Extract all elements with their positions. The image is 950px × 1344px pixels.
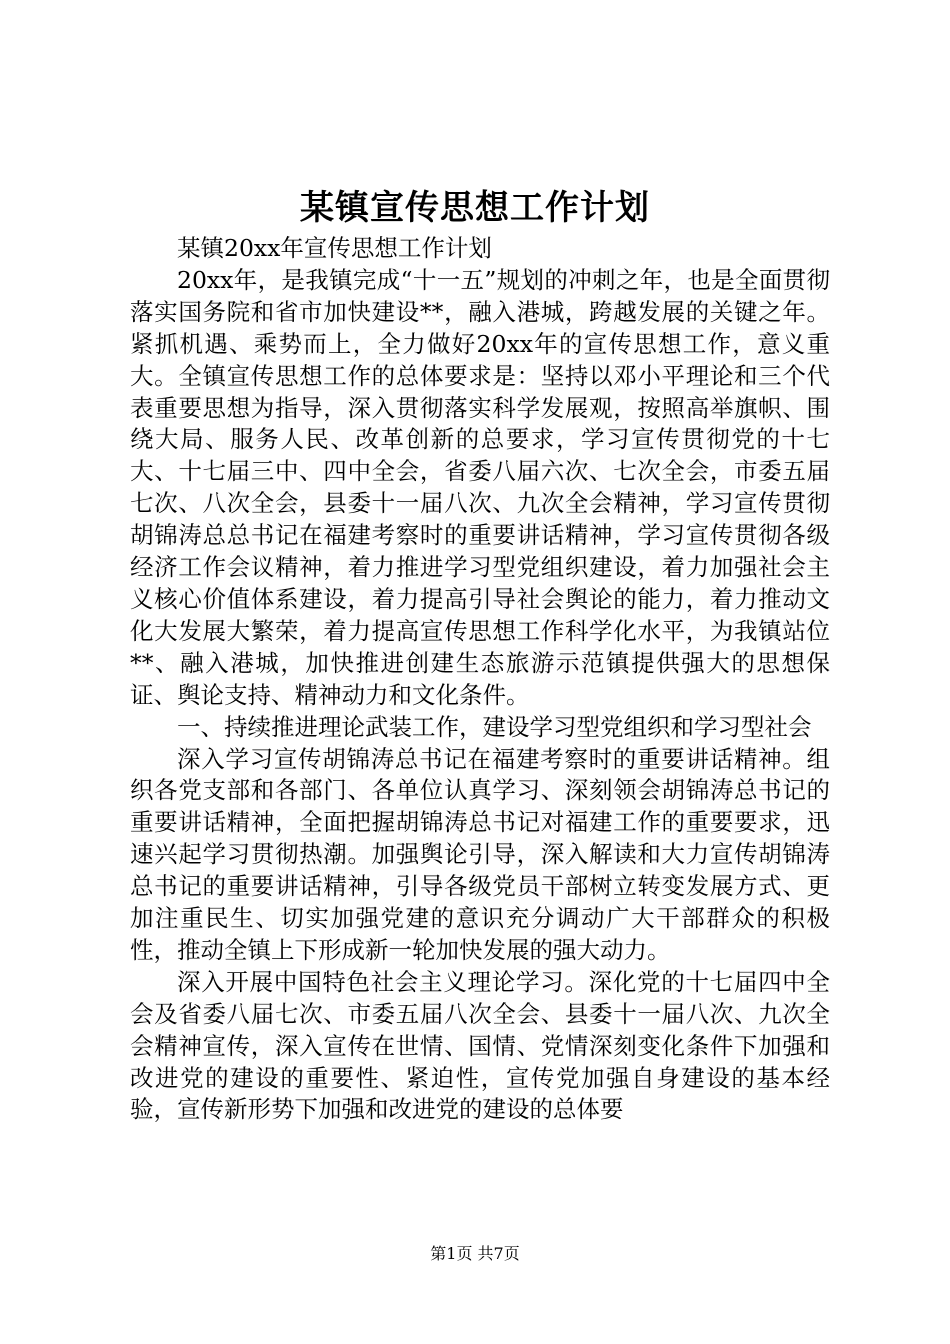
section-heading-1: 一、持续推进理论武装工作，建设学习型党组织和学习型社会	[177, 712, 812, 741]
document-body	[130, 233, 830, 1126]
document-title: 某镇宣传思想工作计划	[300, 188, 650, 228]
paragraph-section-1-a: 深入学习宣传胡锦涛总书记在福建考察时的重要讲话精神。组织各党支部和各部门、各单位认真学习、深刻领会胡锦涛总书记的重要讲话精神，全面把握胡锦涛总书记对福建工作的重要要求，迅速兴起学习贯彻热潮。加强舆论引导，深入解读和大力宣传胡锦涛总书记的重要讲话精神，引导各级党员干部树立转变发展方式、更加注重民生、切实加强党建的意识充分调动广大干部群众的积极性，推动全镇上下形成新一轮加快发展的强大动力。	[130, 744, 830, 964]
page-number-footer: 第1页 共7页	[430, 1244, 520, 1263]
paragraph-section-1-b: 深入开展中国特色社会主义理论学习。深化党的十七届四中全会及省委八届七次、市委五届八次全会、县委十一届八次、九次全会精神宣传，深入宣传在世情、国情、党情深刻变化条件下加强和改进党的建设的重要性、紧迫性，宣传党加强自身建设的基本经验，宣传新形势下加强和改进党的建设的总体要	[130, 967, 830, 1124]
paragraph-subtitle: 某镇20xx年宣传思想工作计划	[177, 234, 492, 262]
paragraph-intro: 20xx年，是我镇完成“十一五”规划的冲刺之年，也是全面贯彻落实国务院和省市加快建设**，融入港城，跨越发展的关键之年。紧抓机遇、乘势而上，全力做好20xx年的宣传思想工作，意义重大。全镇宣传思想工作的总体要求是：坚持以邓小平理论和三个代表重要思想为指导，深入贯彻落实科学发展观，按照高举旗帜、围绕大局、服务人民、改革创新的总要求，学习宣传贯彻党的十七大、十七届三中、四中全会，省委八届六次、七次全会，市委五届七次、八次全会，县委十一届八次、九次全会精神，学习宣传贯彻胡锦涛总总书记在福建考察时的重要讲话精神，学习宣传贯彻各级经济工作会议精神，着力推进学习型党组织建设，着力加强社会主义核心价值体系建设，着力提高引导社会舆论的能力，着力推动文化大发展大繁荣，着力提高宣传思想工作科学化水平，为我镇站位**、融入港城，加快推进创建生态旅游示范镇提供强大的思想保证、舆论支持、精神动力和文化条件。	[130, 265, 830, 709]
